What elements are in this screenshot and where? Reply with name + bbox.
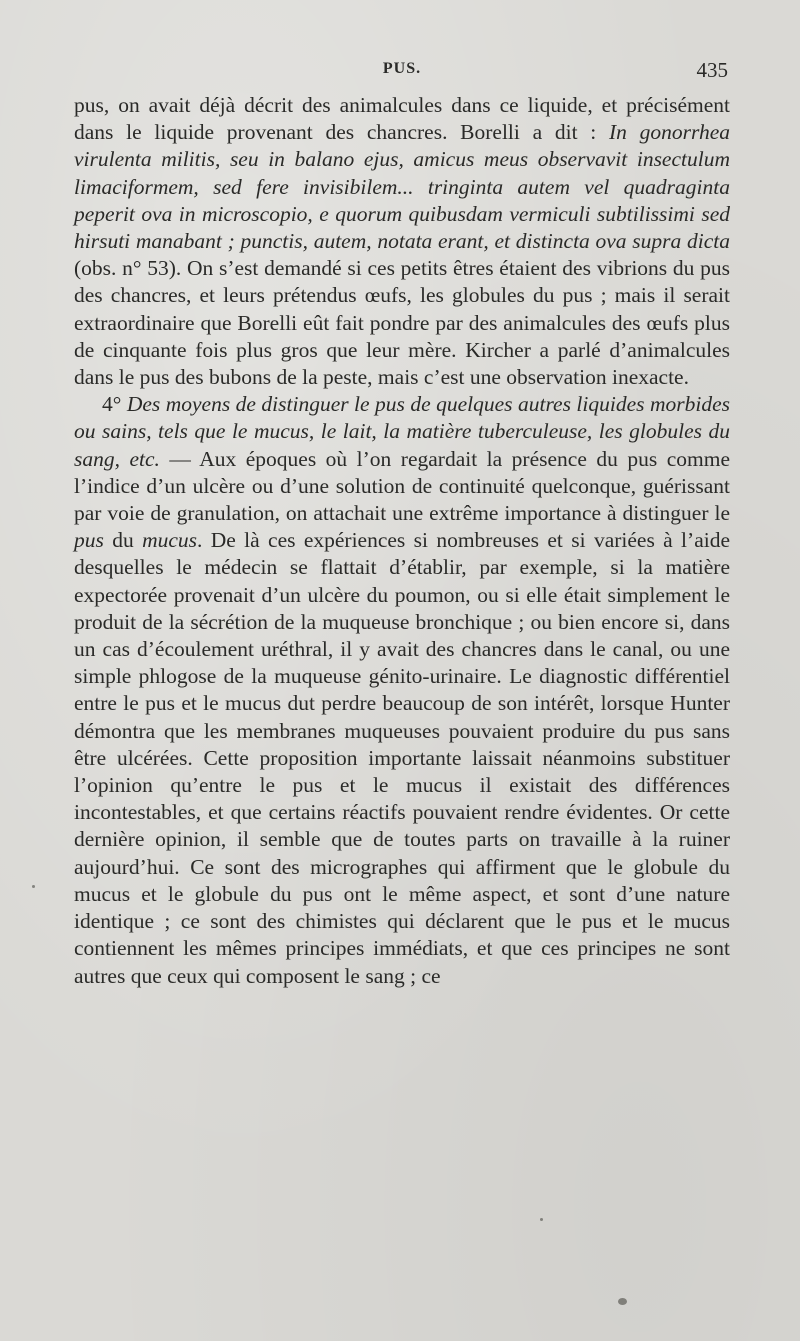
running-head	[74, 60, 730, 84]
body-text	[74, 92, 730, 990]
paragraph-2	[74, 391, 730, 989]
page-number: 435	[696, 58, 728, 82]
paragraph-1-text-a: pus, on avait déjà décrit des animalcules dans ce liquide, et précisément dans le liquide provenant des chancres. Borelli a dit :	[74, 93, 730, 145]
paragraph-1-text-b: (obs. n° 53). On s’est demandé si ces petits êtres étaient des vibrions du pus des chancres, et leurs prétendus œufs, les globules du pus ; mais il serait extraordinaire que Borelli eût fait pondre par des animalcules des œufs plus de cinquante fois plus gros que leur mère. Kircher a parlé d’animalcules dans le pus des bubons de la peste, mais c’est une observation inexacte.	[74, 256, 730, 390]
paragraph-2-text-c: . De là ces expériences si nombreuses et si variées à l’aide desquelles le médecin se flattait d’établir, par exemple, si la matière expectorée provenait d’un ulcère du poumon, ou si elle était simplement le produit de la sécrétion de la muqueuse bronchique ; ou bien encore si, dans un cas d’écoulement uréthral, il y avait des chancres dans le canal, ou une simple phlogose de la muqueuse génito-urinaire. Le diagnostic différentiel entre le pus et le mucus dut perdre beaucoup de son intérêt, lorsque Hunter démontra que les membranes muqueuses pouvaient produire du pus sans être ulcérées. Cette proposition importante laissait néanmoins substituer l’opinion qu’entre le pus et le mucus il existait des différences incontestables, et que certains réactifs pouvaient rendre évidentes. Or cette dernière opinion, il semble que de toutes parts on travaille à la ruiner aujourd’hui. Ce sont des micrographes qui affirment que le globule du mucus et le globule du pus ont le même aspect, et sont d’une nature identique ; ce sont des chimistes qui déclarent que le pus et le mucus contiennent les mêmes principes immédiats, et que ces principes ne sont autres que ceux qui composent le sang ; ce	[74, 528, 731, 988]
section-number: 4°	[102, 392, 127, 417]
paper-speck	[540, 1218, 543, 1221]
term-pus: pus	[74, 528, 104, 553]
paragraph-2-text-a: — Aux époques où l’on regardait la présence du pus comme l’indice d’un ulcère ou d’une solution de continuité quelconque, guérissant par voie de granulation, on attachait une extrême importance à distinguer le	[74, 446, 730, 526]
section-heading: Des moyens de distinguer le pus de quelques autres liquides morbides ou sains, tels que le mucus, le lait, la matière tuberculeuse, les globules du sang, etc.	[74, 392, 730, 471]
paper-speck	[618, 1298, 627, 1305]
paper-speck	[32, 885, 35, 888]
paragraph-2-text-b: du	[103, 528, 143, 553]
term-mucus: mucus	[142, 528, 198, 553]
running-title: PUS.	[382, 60, 422, 77]
paragraph-1	[74, 92, 730, 391]
latin-quotation: In gonorrhea virulenta militis, seu in balano ejus, amicus meus observavit insectulum limaciformem, sed fere invisibilem... tringinta autem vel quadraginta peperit ova in microscopio, e quorum quibusdam vermiculi subtilissimi sed hirsuti manabant ; punctis, autem, notata erant, et distincta ova supra dicta	[74, 120, 730, 254]
